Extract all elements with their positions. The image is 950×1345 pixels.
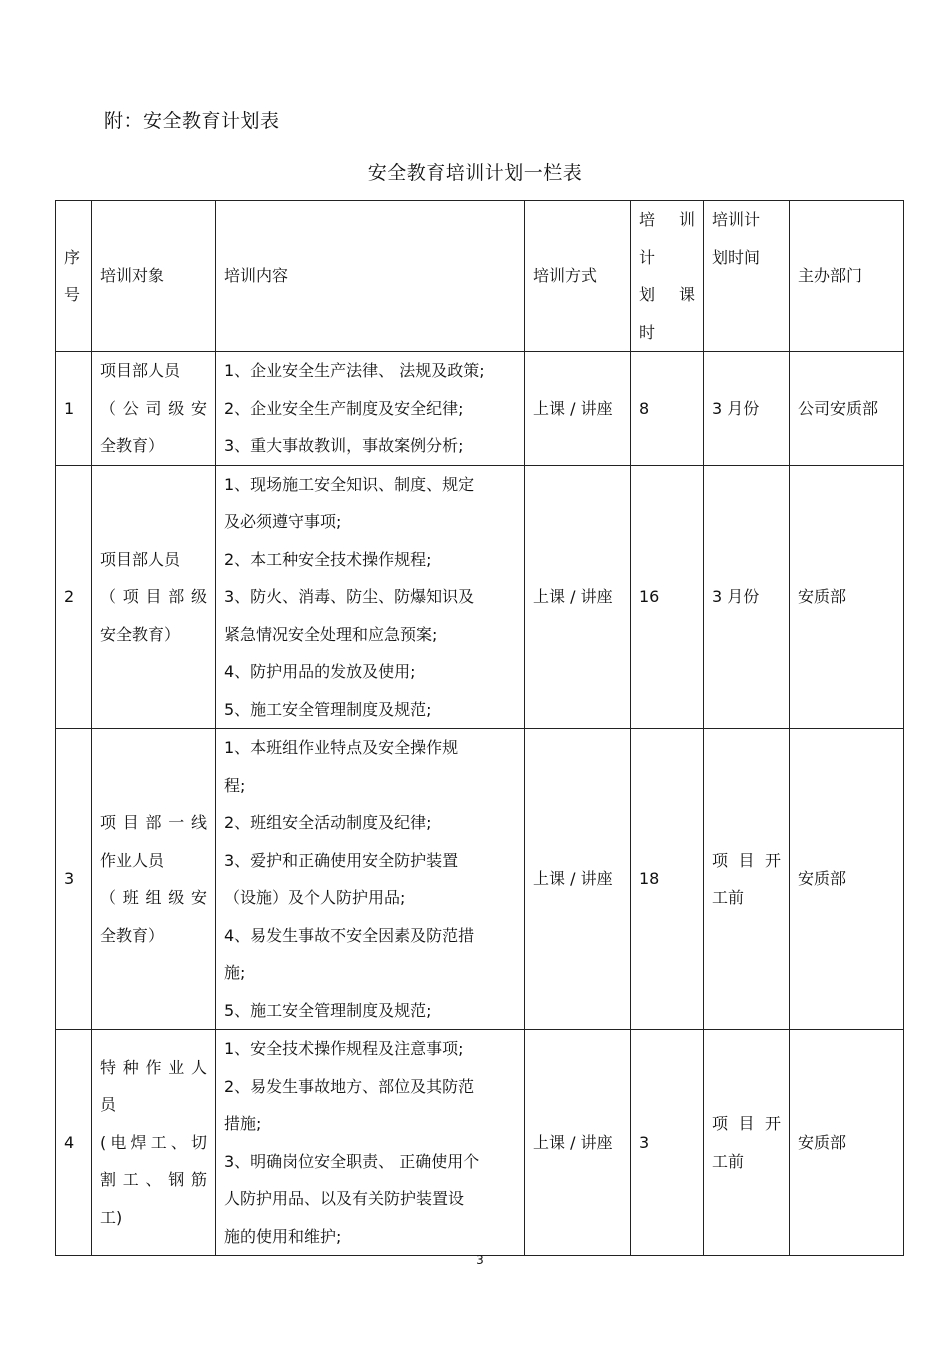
- cell-no: 4: [56, 1030, 92, 1256]
- cell-time: [704, 729, 790, 1030]
- cell-time: [704, 352, 790, 466]
- content-line: 4、易发生事故不安全因素及防范措: [224, 925, 475, 945]
- time-line: 工前: [712, 888, 745, 907]
- content-line: 紧急情况安全处理和应急预案;: [224, 624, 438, 644]
- header-hours: [631, 201, 704, 352]
- target-line: （项目部级: [100, 587, 207, 606]
- target-line: 作业人员: [100, 850, 165, 870]
- target-line: 项目部人员: [100, 549, 181, 569]
- time-line: 项目开: [712, 850, 781, 870]
- header-method: 培训方式: [525, 201, 631, 352]
- header-target: 培训对象: [92, 201, 216, 352]
- content-line: 及必须遵守事项;: [224, 512, 342, 531]
- content-line: 人防护用品、以及有关防护装置设: [224, 1189, 465, 1208]
- target-line: 全教育）: [100, 436, 165, 455]
- content-line: 2、班组安全活动制度及纪律;: [224, 813, 432, 832]
- cell-target: [92, 1030, 216, 1256]
- cell-target: [92, 465, 216, 729]
- header-row: [56, 201, 904, 352]
- content-line: 3、爱护和正确使用安全防护装置: [224, 850, 459, 870]
- header-content: 培训内容: [216, 201, 525, 352]
- cell-dept: 公司安质部: [790, 352, 904, 466]
- cell-target: [92, 729, 216, 1030]
- content-line: 5、施工安全管理制度及规范;: [224, 699, 432, 719]
- cell-dept: 安质部: [790, 729, 904, 1030]
- content-line: 2、本工种安全技术操作规程;: [224, 549, 432, 569]
- header-time-line: 培训计: [712, 210, 761, 229]
- target-line: 项目部人员: [100, 361, 181, 380]
- content-line: 程;: [224, 775, 246, 795]
- target-line: （公司级安: [100, 398, 207, 418]
- header-time: [704, 201, 790, 352]
- time-line: 3 月份: [712, 587, 760, 606]
- content-line: 施;: [224, 963, 246, 982]
- cell-method: 上课 / 讲座: [525, 1030, 631, 1256]
- page-number: 3: [476, 1253, 484, 1267]
- table-title: 安全教育培训计划一栏表: [367, 162, 583, 184]
- cell-content: [216, 1030, 525, 1256]
- cell-hours: 3: [631, 1030, 704, 1256]
- table-row: [56, 1030, 904, 1256]
- cell-no: 3: [56, 729, 92, 1030]
- target-line: 全教育）: [100, 925, 165, 945]
- target-line: 工): [100, 1207, 123, 1227]
- cell-content: [216, 729, 525, 1030]
- time-line: 工前: [712, 1151, 745, 1171]
- cell-time: [704, 1030, 790, 1256]
- content-line: 3、明确岗位安全职责、 正确使用个: [224, 1151, 480, 1171]
- header-time-line: 划时间: [712, 247, 761, 267]
- cell-method: 上课 / 讲座: [525, 465, 631, 729]
- content-line: 3、重大事故教训，事故案例分析;: [224, 436, 464, 455]
- header-hours-line: 划 课: [639, 285, 695, 304]
- page-heading: 附：安全教育计划表: [104, 110, 280, 132]
- table-row: [56, 465, 904, 729]
- cell-time: [704, 465, 790, 729]
- cell-content: [216, 465, 525, 729]
- content-line: 3、防火、消毒、防尘、防爆知识及: [224, 587, 475, 606]
- table-row: [56, 352, 904, 466]
- target-line: (电焊工、切: [100, 1132, 207, 1152]
- cell-method: 上课 / 讲座: [525, 352, 631, 466]
- content-line: （设施）及个人防护用品;: [224, 888, 406, 907]
- time-line: 3 月份: [712, 398, 760, 418]
- content-line: 2、易发生事故地方、部位及其防范: [224, 1076, 475, 1096]
- content-line: 2、企业安全生产制度及安全纪律;: [224, 398, 464, 418]
- cell-no: 1: [56, 352, 92, 466]
- header-no-line: 号: [64, 285, 81, 304]
- target-line: 安全教育）: [100, 624, 181, 644]
- header-hours-line: 计: [639, 247, 656, 267]
- training-plan-table: [55, 200, 904, 1256]
- content-line: 措施;: [224, 1114, 262, 1133]
- cell-content: [216, 352, 525, 466]
- header-dept: 主办部门: [790, 201, 904, 352]
- cell-target: [92, 352, 216, 466]
- cell-dept: 安质部: [790, 465, 904, 729]
- header-hours-line: 时: [639, 322, 656, 342]
- content-line: 1、现场施工安全知识、制度、规定: [224, 474, 475, 494]
- cell-hours: 18: [631, 729, 704, 1030]
- content-line: 5、施工安全管理制度及规范;: [224, 1000, 432, 1020]
- header-no: [56, 201, 92, 352]
- target-line: （班组级安: [100, 888, 207, 907]
- content-line: 施的使用和维护;: [224, 1226, 342, 1246]
- target-line: 员: [100, 1095, 117, 1115]
- content-line: 1、安全技术操作规程及注意事项;: [224, 1039, 464, 1058]
- cell-hours: 16: [631, 465, 704, 729]
- target-line: 特种作业人: [100, 1057, 207, 1077]
- header-no-line: 序: [64, 247, 81, 267]
- content-line: 1、本班组作业特点及安全操作规: [224, 738, 459, 757]
- content-line: 1、企业安全生产法律、 法规及政策;: [224, 361, 485, 380]
- time-line: 项目开: [712, 1114, 781, 1133]
- cell-method: 上课 / 讲座: [525, 729, 631, 1030]
- cell-dept: 安质部: [790, 1030, 904, 1256]
- cell-hours: 8: [631, 352, 704, 466]
- cell-no: 2: [56, 465, 92, 729]
- target-line: 割工、钢筋: [100, 1170, 207, 1190]
- target-line: 项目部一线: [100, 813, 207, 832]
- content-line: 4、防护用品的发放及使用;: [224, 662, 416, 681]
- table-row: [56, 729, 904, 1030]
- header-hours-line: 培 训: [639, 210, 695, 229]
